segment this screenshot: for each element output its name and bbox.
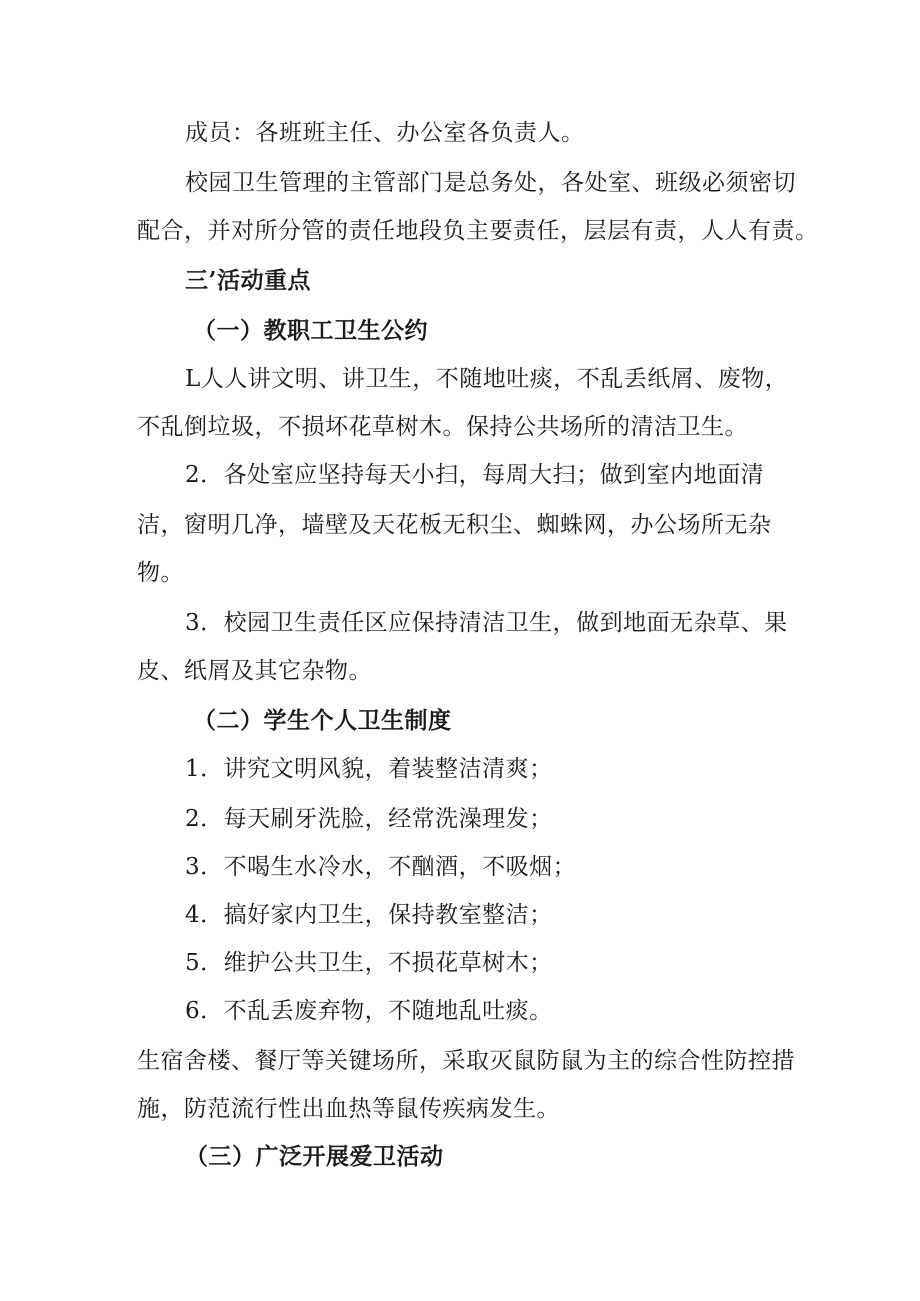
subsection-title-staff-hygiene: （一）教职工卫生公约: [193, 317, 428, 344]
intro-paragraph-line-1: 校园卫生管理的主管部门是总务处，各处室、班级必须密切: [185, 170, 796, 196]
staff-item-3-line-1: 3．校园卫生责任区应保持清洁卫生，做到地面无杂草、果: [185, 610, 788, 636]
student-item-6: 6．不乱丢废弃物，不随地乱吐痰。: [185, 998, 553, 1024]
student-item-1: 1．讲究文明风貌，着装整洁清爽；: [185, 756, 553, 782]
section-heading-activity-focus: 三’活动重点: [185, 267, 312, 294]
subsection-title-patriotic-health: （三）广泛开展爱卫活动: [185, 1143, 444, 1170]
student-item-5: 5．维护公共卫生，不损花草树木；: [185, 950, 553, 976]
staff-item-2-line-1: 2．各处室应坚持每天小扫，每周大扫；做到室内地面清: [185, 462, 765, 488]
subsection-title-student-hygiene: （二）学生个人卫生制度: [193, 707, 452, 734]
staff-item-2-line-3: 物。: [137, 560, 184, 586]
staff-item-1-line-1: L人人讲文明、讲卫生，不随地吐痰，不乱丢纸屑、废物，: [185, 366, 789, 392]
student-item-2: 2．每天刷牙洗脸，经常洗澡理发；: [185, 806, 553, 832]
staff-item-3-line-2: 皮、纸屑及其它杂物。: [137, 658, 372, 684]
rodent-control-line-2: 施，防范流行性出血热等鼠传疾病发生。: [137, 1096, 560, 1122]
intro-paragraph-line-2: 配合，并对所分管的责任地段负主要责任，层层有责，人人有责。: [137, 218, 819, 244]
staff-item-2-line-2: 洁，窗明几净，墙壁及天花板无积尘、蜘蛛网，办公场所无杂: [137, 512, 772, 538]
rodent-control-line-1: 生宿舍楼、餐厅等关键场所，采取灭鼠防鼠为主的综合性防控措: [137, 1048, 795, 1074]
student-item-4: 4．搞好家内卫生，保持教室整洁；: [185, 902, 553, 928]
student-item-3: 3．不喝生水冷水，不酗酒，不吸烟；: [185, 854, 577, 880]
staff-item-1-line-2: 不乱倒垃圾，不损坏花草树木。保持公共场所的清洁卫生。: [137, 414, 748, 440]
members-paragraph: 成员：各班班主任、办公室各负责人。: [185, 120, 585, 146]
